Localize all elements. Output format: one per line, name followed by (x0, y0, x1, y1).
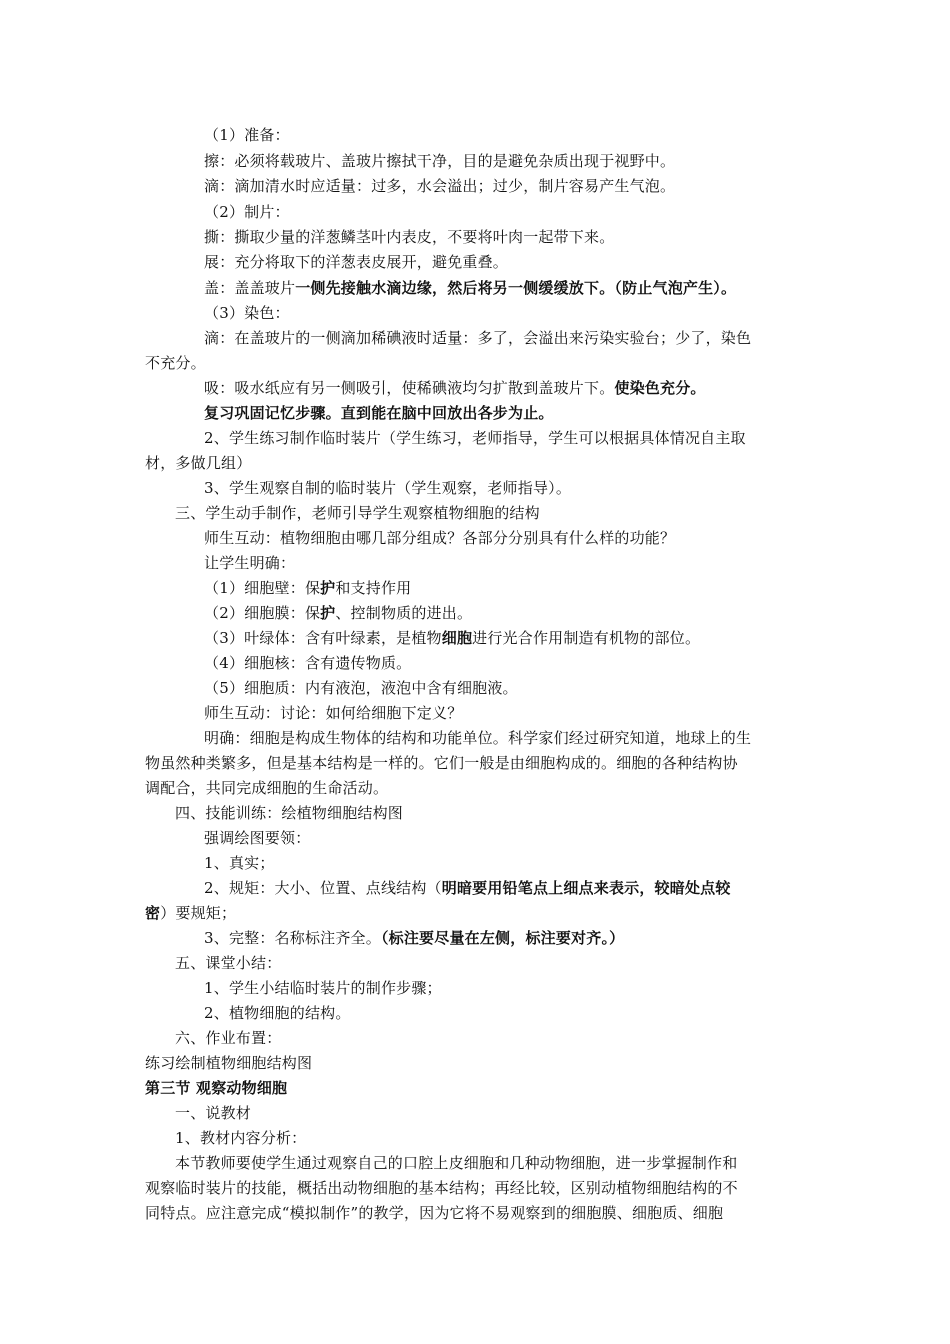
text-line (0, 227, 950, 247)
text-line (0, 252, 950, 272)
text: 2、规矩：大小、位置、点线结构（ (204, 879, 442, 897)
text: 强调绘图要领： (204, 829, 311, 847)
section-heading (0, 1078, 950, 1098)
text: 吸：吸水纸应有另一侧吸引，使稀碘液均匀扩散到盖玻片下。 (204, 379, 615, 397)
text-line (0, 553, 950, 573)
text-line (0, 828, 950, 848)
text: （1）细胞壁：保 (204, 579, 321, 597)
text: 四、技能训练：绘植物细胞结构图 (175, 804, 404, 822)
text-line (0, 853, 950, 873)
text-line (0, 503, 950, 523)
text: 观察临时装片的技能，概括出动物细胞的基本结构；再经比较，区别动植物细胞结构的不 (145, 1179, 738, 1197)
bold-text: 明暗要用铅笔点上细点来表示，较暗处点较 (441, 879, 731, 897)
text: 展：充分将取下的洋葱表皮展开，避免重叠。 (204, 253, 509, 271)
text-line (0, 703, 950, 723)
text-line (0, 478, 950, 498)
text-line (0, 728, 950, 748)
text-line (0, 953, 950, 973)
text: （2）细胞膜：保 (204, 604, 321, 622)
bold-text: （标注要尽量在左侧，标注要对齐。） (380, 929, 625, 947)
text-line (0, 803, 950, 823)
text: 五、课堂小结： (175, 954, 282, 972)
text-line (0, 125, 950, 145)
text: 调配合，共同完成细胞的生命活动。 (145, 779, 389, 797)
text-line (0, 1203, 950, 1223)
bold-text: 细胞 (441, 629, 473, 647)
text: 和支持作用 (335, 579, 412, 597)
text: 本节教师要使学生通过观察自己的口腔上皮细胞和几种动物细胞，进一步掌握制作和 (175, 1154, 738, 1172)
text-line (0, 753, 950, 773)
text: 师生互动：植物细胞由哪几部分组成？各部分分别具有什么样的功能？ (204, 529, 676, 547)
text-line (0, 1153, 950, 1173)
text-line (0, 353, 950, 373)
text-line (0, 578, 950, 598)
text: （4）细胞核：含有遗传物质。 (204, 654, 412, 672)
text-line (0, 1103, 950, 1123)
text-line (0, 428, 950, 448)
text-line (0, 978, 950, 998)
text-line (0, 1178, 950, 1198)
text: 明确：细胞是构成生物体的结构和功能单位。科学家们经过研究知道，地球上的生 (204, 729, 752, 747)
bold-text: 一侧先接触水滴边缘，然后将另一侧缓缓放下。（防止气泡产生）。 (295, 279, 737, 297)
text: 进行光合作用制造有机物的部位。 (472, 629, 701, 647)
text: （3）叶绿体：含有叶绿素，是植物 (204, 629, 442, 647)
text-line (0, 628, 950, 648)
text: 滴：在盖玻片的一侧滴加稀碘液时适量：多了，会溢出来污染实验台；少了，染色 (204, 329, 752, 347)
text-line (0, 653, 950, 673)
text: （5）细胞质：内有液泡，液泡中含有细胞液。 (204, 679, 518, 697)
text: 三、学生动手制作，老师引导学生观察植物细胞的结构 (175, 504, 540, 522)
text: 3、完整：名称标注齐全。 (204, 929, 381, 947)
text-line (0, 328, 950, 348)
text-line (0, 528, 950, 548)
bold-text: 护 (320, 604, 336, 622)
text: （2）制片： (204, 203, 290, 221)
bold-text: 使染色充分。 (614, 379, 706, 397)
text-line (0, 378, 950, 398)
text-line (0, 1028, 950, 1048)
heading-text: 第三节 观察动物细胞 (145, 1079, 288, 1097)
text: 练习绘制植物细胞结构图 (145, 1054, 313, 1072)
text: ）要规矩； (160, 904, 237, 922)
text: 师生互动：讨论：如何给细胞下定义？ (204, 704, 463, 722)
text: 同特点。应注意完成“模拟制作”的教学，因为它将不易观察到的细胞膜、细胞质、细胞 (145, 1204, 724, 1222)
text: 一、说教材 (175, 1104, 252, 1122)
text: 滴：滴加清水时应适量：过多，水会溢出；过少，制片容易产生气泡。 (204, 177, 676, 195)
text: 2、植物细胞的结构。 (204, 1004, 351, 1022)
text: 撕：撕取少量的洋葱鳞茎叶内表皮，不要将叶肉一起带下来。 (204, 228, 615, 246)
text: 六、作业布置： (175, 1029, 282, 1047)
text: 不充分。 (145, 354, 206, 372)
text-line (0, 1003, 950, 1023)
text-line (0, 278, 950, 298)
text-line (0, 878, 950, 898)
bold-text: 密 (145, 904, 161, 922)
text-line (0, 303, 950, 323)
text: 让学生明确： (204, 554, 296, 572)
text: 、控制物质的进出。 (335, 604, 473, 622)
text-line (0, 176, 950, 196)
bold-text: 护 (320, 579, 336, 597)
text: （1）准备： (204, 126, 290, 144)
text-line (0, 778, 950, 798)
text: 盖：盖盖玻片 (204, 279, 296, 297)
text-line (0, 403, 950, 423)
text-line (0, 1053, 950, 1073)
text: 3、学生观察自制的临时装片（学生观察，老师指导）。 (204, 479, 572, 497)
text-line (0, 202, 950, 222)
bold-text: 复习巩固记忆步骤。直到能在脑中回放出各步为止。 (204, 404, 554, 422)
text-line (0, 678, 950, 698)
text-line (0, 928, 950, 948)
text: 2、学生练习制作临时装片（学生练习，老师指导，学生可以根据具体情况自主取 (204, 429, 746, 447)
text: 1、教材内容分析： (175, 1129, 307, 1147)
text-line (0, 453, 950, 473)
text: 物虽然种类繁多，但是基本结构是一样的。它们一般是由细胞构成的。细胞的各种结构协 (145, 754, 738, 772)
text: 擦：必须将载玻片、盖玻片擦拭干净，目的是避免杂质出现于视野中。 (204, 152, 676, 170)
text: （3）染色： (204, 304, 290, 322)
text-line (0, 603, 950, 623)
text: 1、真实； (204, 854, 275, 872)
text-line (0, 1128, 950, 1148)
text-line (0, 151, 950, 171)
text-line (0, 903, 950, 923)
text: 1、学生小结临时装片的制作步骤； (204, 979, 442, 997)
text: 材，多做几组） (145, 454, 252, 472)
